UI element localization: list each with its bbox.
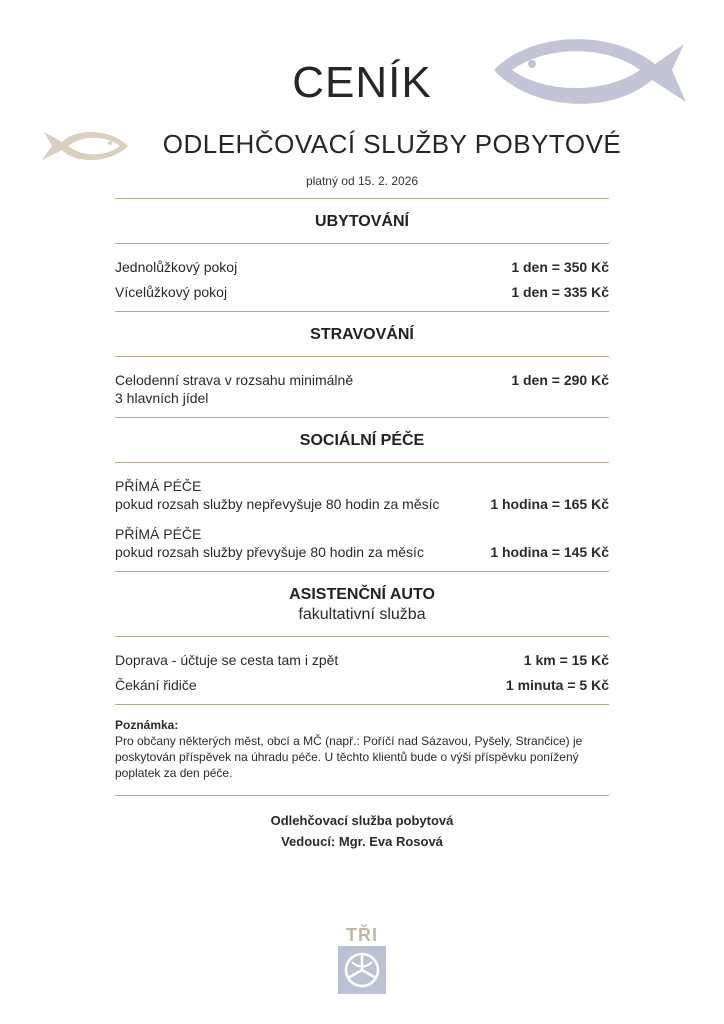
price-row	[115, 525, 609, 561]
section-heading-asistencni-auto: ASISTENČNÍ AUTO	[289, 586, 435, 603]
item-label-line: pokud rozsah služby nepřevyšuje 80 hodin za měsíc	[115, 496, 440, 512]
tri-logo-icon	[338, 946, 386, 994]
footer	[115, 796, 609, 852]
price-row	[115, 651, 609, 669]
price-row	[115, 258, 609, 276]
footer-service: Odlehčovací služba pobytová	[270, 813, 454, 828]
price-row	[115, 371, 609, 407]
item-price: 1 den = 350 Kč	[511, 259, 609, 275]
item-price: 1 den = 290 Kč	[511, 372, 609, 388]
valid-from-date: platný od 15. 2. 2026	[305, 174, 419, 188]
section-socialni-pece	[115, 463, 609, 571]
item-label	[115, 477, 440, 513]
item-price: 1 km = 15 Kč	[523, 652, 609, 668]
price-row	[115, 283, 609, 301]
price-row	[115, 477, 609, 513]
item-label-line: 3 hlavních jídel	[115, 390, 209, 406]
section-asistencni-auto	[115, 637, 609, 704]
item-price: 1 minuta = 5 Kč	[505, 677, 609, 693]
item-label: Jednolůžkový pokoj	[115, 259, 238, 275]
item-label: Čekání řidiče	[115, 677, 197, 693]
item-label	[115, 525, 424, 561]
note-title: Poznámka:	[115, 718, 179, 732]
item-label-line: Celodenní strava v rozsahu minimálně	[115, 372, 354, 388]
price-row	[115, 676, 609, 694]
section-ubytovani	[115, 244, 609, 311]
item-price: 1 hodina = 145 Kč	[490, 544, 609, 560]
item-price: 1 hodina = 165 Kč	[490, 496, 609, 512]
section-subheading: fakultativní služba	[298, 606, 426, 623]
tri-logo	[337, 925, 387, 997]
item-label-line: PŘÍMÁ PÉČE	[115, 478, 202, 494]
note-block	[115, 705, 609, 795]
item-label-line: PŘÍMÁ PÉČE	[115, 526, 202, 542]
item-label	[115, 371, 353, 407]
item-label-line: pokud rozsah služby převyšuje 80 hodin za měsíc	[115, 544, 424, 560]
logo-text: TŘI	[346, 925, 378, 945]
item-label: Vícelůžkový pokoj	[115, 284, 228, 300]
section-stravovani	[115, 357, 609, 417]
item-price: 1 den = 335 Kč	[511, 284, 609, 300]
note-text: Pro občany některých měst, obcí a MČ (např.: Poříčí nad Sázavou, Pyšely, Strančice) je poskytován příspěvek na úhradu péče. U těchto klientů bude o výši příspěvku ponížený poplatek za den péče.	[115, 734, 583, 780]
section-heading-stravovani: STRAVOVÁNÍ	[310, 326, 414, 343]
price-list	[115, 198, 609, 852]
item-label: Doprava - účtuje se cesta tam i zpět	[115, 652, 339, 668]
page-title: CENÍK	[292, 58, 432, 107]
footer-manager: Vedoucí: Mgr. Eva Rosová	[281, 834, 443, 849]
page-subtitle: ODLEHČOVACÍ SLUŽBY POBYTOVÉ	[162, 129, 622, 159]
section-heading-ubytovani: UBYTOVÁNÍ	[315, 213, 409, 230]
section-heading-socialni-pece: SOCIÁLNÍ PÉČE	[299, 432, 425, 449]
